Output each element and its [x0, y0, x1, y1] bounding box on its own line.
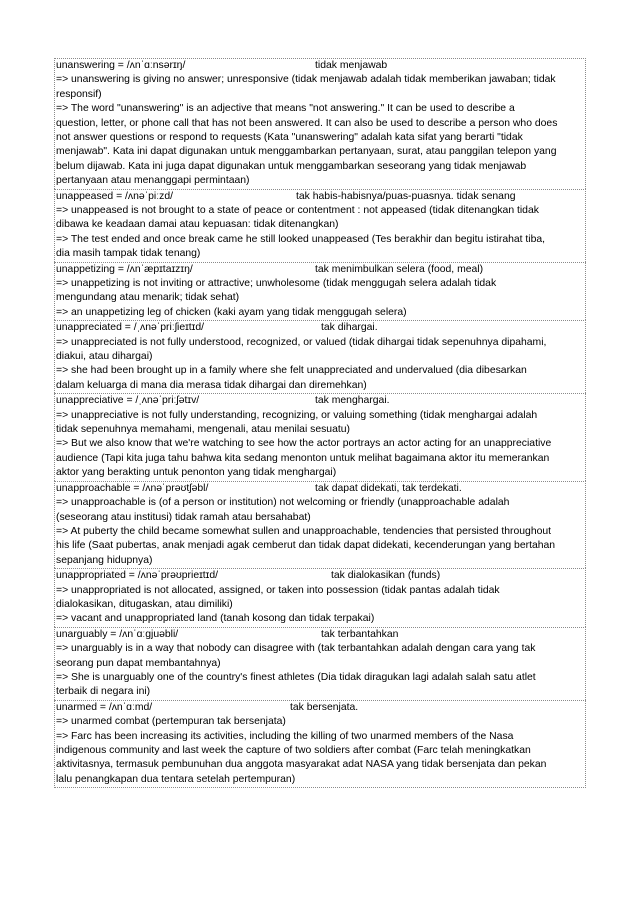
dictionary-entry-unappreciated — [54, 320, 586, 393]
dictionary-entry-unappropriated — [54, 568, 586, 627]
definition-line: dia masih tampak tidak tenang) — [56, 248, 201, 260]
definition-line: => Farc has been increasing its activities, including the killing of two unarmed members of the Nasa — [56, 730, 514, 742]
definition-line: belum dijawab. Kata ini juga dapat digunakan untuk menggambarkan seseorang yang tidak menjawab — [56, 160, 527, 172]
translation: tak habis-habisnya/puas-puasnya. tidak senang — [296, 190, 516, 202]
definition-line: audience (Tapi kita juga tahu bahwa kita sedang menonton untuk melihat bagaimana aktor itu memerankan — [56, 452, 550, 464]
definition-line: mengundang atau menarik; tidak sehat) — [56, 292, 240, 304]
definition-line: tidak sepenuhnya memahami, mengenali, atau menilai sesuatu) — [56, 424, 350, 436]
entry-head-row — [56, 263, 584, 277]
translation: tidak menjawab — [315, 60, 388, 71]
headword: unappreciated = /ˌʌnəˈpriːʃieɪtɪd/ — [56, 322, 205, 334]
headword: unappeased = /ʌnəˈpiːzd/ — [56, 190, 173, 202]
definition-line: his life (Saat pubertas, anak menjadi agak cemberut dan tidak dapat didekati, kecenderungan yang bertahan — [56, 540, 556, 552]
definition-line: aktor yang berakting untuk penonton yang tidak menghargai) — [56, 467, 337, 479]
entry-head-row — [56, 59, 584, 73]
definition-line: menjawab". Kata ini dapat digunakan untuk menggambarkan pertanyaan, surat, atau panggilan telepon yang — [56, 146, 557, 158]
definition-line: sepanjang hidupnya) — [56, 554, 153, 566]
definition-line: lalu penangkapan dua tentara setelah pertempuran) — [56, 773, 296, 785]
dictionary-entry-unarmed — [54, 700, 586, 788]
dictionary-entry-unarguably — [54, 627, 586, 700]
definition-line: => unapproachable is (of a person or institution) not welcoming or friendly (unapproachable adalah — [56, 497, 510, 509]
entry-head-row — [56, 628, 584, 642]
definition-line: => unappropriated is not allocated, assigned, or taken into possession (tidak pantas adalah tidak — [56, 584, 500, 596]
definition-line: responsif) — [56, 88, 102, 100]
translation: tak terbantahkan — [321, 628, 399, 640]
definition-line: pertanyaan atau menanggapi permintaan) — [56, 175, 250, 187]
dictionary-entry-unappreciative — [54, 393, 586, 480]
headword: unappetizing = /ʌnˈæpɪtaɪzɪŋ/ — [56, 263, 193, 275]
definition-line: dibawa ke keadaan damai atau kepuasan: tidak ditenangkan) — [56, 219, 339, 231]
definition-line: aktivitasnya, termasuk pembunuhan dua anggota masyarakat adat NASA yang tidak bersenjata dan pekan — [56, 759, 547, 771]
definition-line: => unarguably is in a way that nobody can disagree with (tak terbantahkan adalah dengan cara yang tak — [56, 643, 536, 655]
definition-line: => unappeased is not brought to a state of peace or contentment : not appeased (tidak ditenangkan tidak — [56, 205, 539, 217]
headword: unapproachable = /ʌnəˈprəʊtʃəbl/ — [56, 482, 209, 494]
definition-line: => unanswering is giving no answer; unresponsive (tidak menjawab adalah tidak memberikan jawaban; tidak — [56, 74, 556, 86]
translation: tak bersenjata. — [290, 701, 359, 713]
definition-line: => an unappetizing leg of chicken (kaki ayam yang tidak menggugah selera) — [56, 306, 407, 318]
headword: unappreciative = /ˌʌnəˈpriːʃətɪv/ — [56, 395, 200, 407]
translation: tak menimbulkan selera (food, meal) — [315, 263, 484, 275]
definition-line: => unarmed combat (pertempuran tak bersenjata) — [56, 716, 286, 728]
entry-head-row — [56, 394, 584, 408]
definition-line: => vacant and unappropriated land (tanah kosong dan tidak terpakai) — [56, 613, 375, 625]
definition-line: => unappetizing is not inviting or attractive; unwholesome (tidak menggugah selera adalah tidak — [56, 278, 497, 290]
definition-line: => At puberty the child became somewhat sullen and unapproachable, tendencies that persisted throughout — [56, 525, 552, 537]
headword: unanswering = /ʌnˈɑːnsərɪŋ/ — [56, 60, 186, 71]
translation: tak dihargai. — [321, 322, 378, 334]
headword: unarguably = /ʌnˈɑːgjuəbli/ — [56, 628, 179, 640]
dictionary-entry-unanswering — [54, 58, 586, 189]
dictionary-entry-unappetizing — [54, 262, 586, 321]
headword: unarmed = /ʌnˈɑːmd/ — [56, 701, 153, 713]
definition-line: indigenous community and last week the capture of two soldiers after combat (Farc telah meningkatkan — [56, 744, 531, 756]
dictionary-entry-unapproachable — [54, 481, 586, 568]
definition-line: => But we also know that we're watching to see how the actor portrays an actor acting for an unappreciative — [56, 438, 552, 450]
entry-head-row — [56, 321, 584, 335]
translation: tak menghargai. — [315, 395, 390, 407]
dictionary-entry-unappeased — [54, 189, 586, 262]
definition-line: => She is unarguably one of the country's finest athletes (Dia tidak diragukan lagi adalah salah satu atlet — [56, 671, 536, 683]
definition-line: => she had been brought up in a family where she felt unappreciated and undervalued (dia dibesarkan — [56, 365, 527, 377]
definition-line: => unappreciative is not fully understanding, recognizing, or valuing something (tidak menghargai adalah — [56, 409, 538, 421]
entry-head-row — [56, 190, 584, 204]
definition-line: dialokasikan, ditugaskan, atau dimiliki) — [56, 598, 233, 610]
definition-line: dalam keluarga di mana dia merasa tidak dihargai dan diremehkan) — [56, 379, 367, 391]
definition-line: diakui, atau dihargai) — [56, 351, 153, 363]
definition-line: => The word "unanswering" is an adjective that means "not answering." It can be used to describe a — [56, 103, 515, 115]
entry-head-row — [56, 569, 584, 583]
definition-line: question, letter, or phone call that has not been answered. It can also be used to describe a person who does — [56, 117, 558, 129]
definition-line: seorang pun dapat membantahnya) — [56, 657, 221, 669]
definition-line: not answer questions or respond to requests (Kata "unanswering" adalah kata sifat yang berarti "tidak — [56, 132, 523, 144]
headword: unappropriated = /ʌnəˈprəʊprieɪtɪd/ — [56, 570, 219, 582]
definition-line: => unappreciated is not fully understood, recognized, or valued (tidak dihargai tidak sepenuhnya dipahami, — [56, 336, 547, 348]
definition-line: => The test ended and once break came he still looked unappeased (Tes berakhir dan begitu istirahat tiba, — [56, 233, 546, 245]
entry-head-row — [56, 701, 584, 715]
definition-line: terbaik di negara ini) — [56, 686, 151, 698]
translation: tak dapat didekati, tak terdekati. — [315, 482, 462, 494]
definition-line: (seseorang atau institusi) tidak ramah atau bersahabat) — [56, 511, 311, 523]
translation: tak dialokasikan (funds) — [331, 570, 441, 582]
dictionary-sheet — [54, 58, 586, 788]
entry-head-row — [56, 482, 584, 496]
